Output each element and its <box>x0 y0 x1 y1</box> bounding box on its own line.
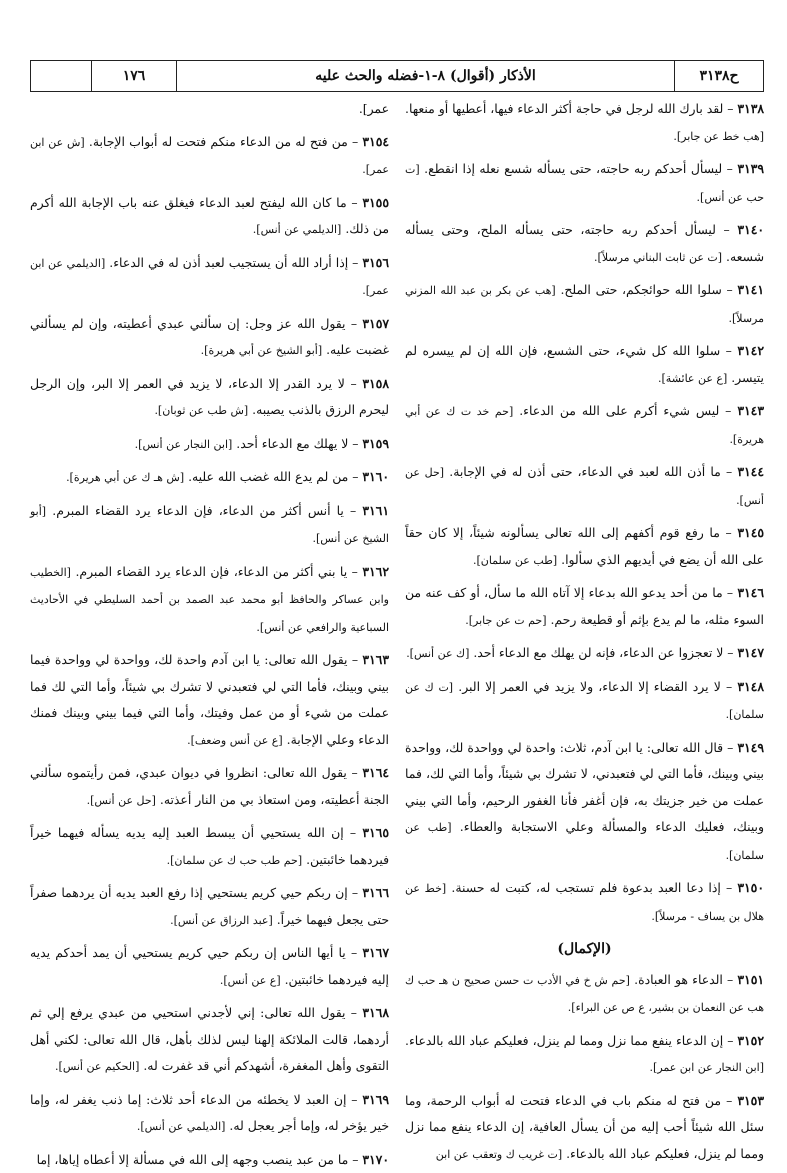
hadith-entry: ٣١٥٩ – لا يهلك مع الدعاء أحد. [ابن النجار عن أنس]. <box>30 431 389 459</box>
hadith-text: يقول الله تعالى: يا ابن آدم واحدة لك، وواحدة لي وواحدة فيما بيني وبينك، فأما التي لي فتعبدني لا تشرك بي شيئاً، وأما التي لك فما عملت من شيء أو من عمل وفيتك، وأما التي فيما بيني وبينك فمنك الدعاء وعلي الإجابة. <box>30 652 389 747</box>
hadith-source: [ك عن أنس]. <box>406 647 469 660</box>
hadith-entry: ٣١٦١ – يا أنس أكثر من الدعاء، فإن الدعاء يرد القضاء المبرم. [أبو الشيخ عن أنس]. <box>30 498 389 553</box>
hadith-number: ٣١٤٤ <box>737 464 764 479</box>
hadith-text: سلوا الله كل شيء، حتى الشسع، فإن الله إن لم ييسره لم يتيسر. <box>405 343 764 385</box>
hadith-entry: ٣١٥٣ – من فتح له منكم باب في الدعاء فتحت له أبواب الرحمة، وما سئل الله شيئاً أحب إليه من أن يسأل العافية، إن الدعاء ينفع مما نزل ومما لم ينزل، فعليكم عباد الله بالدعاء. [ت غريب ك وتعقب عن ابن <box>405 1088 764 1169</box>
hadith-source: [الخطيب وابن عساكر والحافظ أبو محمد عبد الصمد بن أحمد السليطي في الأحاديث السباعية والرافعي عن أنس]. <box>30 566 389 634</box>
hadith-number: ٣١٤٠ <box>737 222 764 237</box>
hadith-entry: ٣١٥١ – الدعاء هو العبادة. [حم ش خ في الأدب ت حسن صحيح ن هـ حب ك هب عن النعمان بن بشير، ع ص عن البراء]. <box>405 967 764 1022</box>
hadith-source: [ابن النجار عن أنس]. <box>135 438 233 451</box>
hadith-source: [الديلمي عن أنس]. <box>253 223 342 236</box>
hadith-entry: ٣١٥٨ – لا يرد القدر إلا الدعاء، لا يزيد في العمر إلا البر، وإن الرجل ليحرم الرزق بالذنب يصيبه. [ش طب عن ثوبان]. <box>30 371 389 425</box>
hadith-entry: ٣١٦٤ – يقول الله تعالى: انظروا في ديوان عبدي، فمن رأيتموه سألني الجنة أعطيته، ومن استعاذ بي من النار أعذته. [حل عن أنس]. <box>30 760 389 814</box>
hadith-entry: ٣١٥٥ – ما كان الله ليفتح لعبد الدعاء فيغلق عنه باب الإجابة الله أكرم من ذلك. [الديلمي عن أنس]. <box>30 190 389 244</box>
hadith-source: [هب عن بكر بن عبد الله المزني مرسلاً]. <box>405 284 764 325</box>
hadith-entry: ٣١٥٧ – يقول الله عز وجل: إن سألني عبدي أعطيته، وإن لم يسألني غضبت عليه. [أبو الشيخ عن أبي هريرة]. <box>30 311 389 365</box>
hadith-entry: ٣١٤٥ – ما رفع قوم أكفهم إلى الله تعالى يسألونه شيئاً، إلا كان حقاً على الله أن يضع في أيديهم الذي سألوا. [طب عن سلمان]. <box>405 520 764 574</box>
hadith-source: [هب خط عن جابر]. <box>673 130 764 143</box>
hadith-entry: ٣١٣٩ – ليسأل أحدكم ربه حاجته، حتى يسأله شسع نعله إذا انقطع. [ت حب عن أنس]. <box>405 156 764 211</box>
hadith-source: [الديلمي عن أنس]. <box>137 1120 226 1133</box>
hadith-source: [عبد الرزاق عن أنس]. <box>170 914 273 927</box>
hadith-source: [خط عن هلال بن يساف - مرسلاً]. <box>405 882 764 923</box>
hadith-source: [أبو الشيخ عن أنس]. <box>30 505 389 546</box>
hadith-source: [طب عن سلمان]. <box>473 554 557 567</box>
empty-header-cell <box>31 61 92 91</box>
hadith-text: يا أيها الناس إن ربكم حيي كريم يستحيي أن يمد أحدكم يديه إليه فيردهما خائبتين. <box>30 945 389 987</box>
hadith-source: [ش عن ابن عمر]. <box>30 136 389 177</box>
hadith-text: إن العبد لا يخطئه من الدعاء أحد ثلاث: إما ذنب يغفر له، وإما خير يؤخر له، وإما أجر يعجل له. <box>30 1092 389 1134</box>
hadith-number: ٣١٦٢ <box>362 564 389 579</box>
hadith-text: يا أنس أكثر من الدعاء، فإن الدعاء يرد القضاء المبرم. <box>52 503 344 518</box>
hadith-text: لا يرد القضاء إلا الدعاء، ولا يزيد في العمر إلا البر. <box>458 679 721 694</box>
hadith-entry: ٣١٤٣ – ليس شيء أكرم على الله من الدعاء. [حم خد ت ك عن أبي هريرة]. <box>405 398 764 453</box>
hadith-text: يقول الله تعالى: إني لأجدني استحيي من عبدي يرفع إلي ثم أردهما، قالت الملائكة إلهنا ليس لذلك بأهل، قال الله تعالى: لكني أهل التقوى وأهل المغفرة، أشهدكم أني قد غفرت له. <box>30 1005 389 1073</box>
hadith-number: ٣١٦١ <box>362 503 389 518</box>
hadith-source: [ع عن أنس وضعف]. <box>187 734 283 747</box>
hadith-entry: ٣١٧٠ – ما من عبد ينصب وجهه إلى الله في مسألة إلا أعطاه إياها، إما <box>30 1147 389 1173</box>
hadith-number: ٣١٥٤ <box>362 134 389 149</box>
hadith-entry: ٣١٥٠ – إذا دعا العبد بدعوة فلم تستجب له، كتبت له حسنة. [خط عن هلال بن يساف - مرسلاً]. <box>405 875 764 930</box>
section-title: (الإكمال) <box>405 936 764 963</box>
hadith-source: [ع عن أنس]. <box>220 974 281 987</box>
hadith-number: ٣١٦٦ <box>362 885 389 900</box>
hadith-entry: ٣١٦٣ – يقول الله تعالى: يا ابن آدم واحدة لك، وواحدة لي وواحدة فيما بيني وبينك، فأما التي لي فتعبدني لا تشرك بي شيئاً، وأما التي لك فما عملت من شيء أو من عمل وفيتك، وأما التي فيما بيني وبينك فمنك الدعاء وعلي الإجابة. [ع عن أنس وضعف]. <box>30 647 389 754</box>
hadith-source: [طب عن سلمان]. <box>405 821 764 862</box>
hadith-entry: ٣١٤٧ – لا تعجزوا عن الدعاء، فإنه لن يهلك مع الدعاء أحد. [ك عن أنس]. <box>405 640 764 668</box>
hadith-text: ما من عبد ينصب وجهه إلى الله في مسألة إلا أعطاه إياها، إما <box>37 1152 349 1167</box>
hadith-number: ٣١٥٨ <box>362 376 389 391</box>
hadith-range-code: ح٣١٣٨ <box>674 61 763 91</box>
hadith-text: ما رفع قوم أكفهم إلى الله تعالى يسألونه شيئاً، إلا كان حقاً على الله أن يضع في أيديهم الذي سألوا. <box>405 525 764 567</box>
hadith-number: ٣١٤٢ <box>737 343 764 358</box>
hadith-text: لا يهلك مع الدعاء أحد. <box>236 436 348 451</box>
hadith-number: ٣١٥٥ <box>362 195 389 210</box>
hadith-source: [الديلمي عن ابن عمر]. <box>30 257 389 298</box>
hadith-number: ٣١٥٧ <box>362 316 389 331</box>
hadith-entry: ٣١٤٠ – ليسأل أحدكم ربه حاجته، حتى يسأله الملح، وحتى يسأله شسعه. [ت عن ثابت البناني مرسلاً]. <box>405 217 764 271</box>
hadith-number: ٣١٤١ <box>737 282 764 297</box>
hadith-text: يقول الله عز وجل: إن سألني عبدي أعطيته، وإن لم يسألني غضبت عليه. <box>30 316 389 358</box>
hadith-text: إن الله يستحيي أن يبسط العبد إليه يديه يسأله فيهما خيراً فيردهما خائبتين. <box>30 825 389 867</box>
hadith-source: [أبو الشيخ عن أبي هريرة]. <box>201 344 323 357</box>
hadith-text: إذا دعا العبد بدعوة فلم تستجب له، كتبت له حسنة. <box>451 880 720 895</box>
hadith-number: ٣١٦٤ <box>362 765 389 780</box>
hadith-source: [حم ت عن جابر]. <box>465 614 546 627</box>
hadith-source: [ع عن عائشة]. <box>658 372 727 385</box>
hadith-entry: ٣١٤٩ – قال الله تعالى: يا ابن آدم، ثلاث: واحدة لي وواحدة لك، وواحدة بيني وبينك، فأما التي لي فتعبدني، لا تشرك بي شيئاً، وأما التي لك، فما عملت من خير جزيتك به، فإن أغفر فأنا الغفور الرحيم، وأما التي بيني وبينك، فعليك الدعاء والمسألة وعلي الاستجابة والعطاء. [طب عن سلمان]. <box>405 735 764 870</box>
hadith-text: ما أذن الله لعبد في الدعاء، حتى أذن له في الإجابة. <box>449 464 721 479</box>
hadith-text: إذا أراد الله أن يستجيب لعبد أذن له في الدعاء. <box>109 255 348 270</box>
hadith-entry: ٣١٤٦ – ما من أحد يدعو الله بدعاء إلا آتاه الله ما سأل، أو كف عنه من السوء مثله، ما لم يدع بإثم أو قطيعة رحم. [حم ت عن جابر]. <box>405 580 764 634</box>
hadith-number: ٣١٤٧ <box>737 645 764 660</box>
hadith-text: سلوا الله حوائجكم، حتى الملح. <box>560 282 721 297</box>
hadith-number: ٣١٥٠ <box>737 880 764 895</box>
hadith-text: من فتح له من الدعاء منكم فتحت له أبواب الإجابة. <box>89 134 348 149</box>
hadith-source: [ش طب عن ثوبان]. <box>154 404 248 417</box>
hadith-source: [حم ش خ في الأدب ت حسن صحيح ن هـ حب ك هب عن النعمان بن بشير، ع ص عن البراء]. <box>405 974 764 1015</box>
hadith-entry: ٣١٤١ – سلوا الله حوائجكم، حتى الملح. [هب عن بكر بن عبد الله المزني مرسلاً]. <box>405 277 764 332</box>
hadith-entry: ٣١٦٥ – إن الله يستحيي أن يبسط العبد إليه يديه يسأله فيهما خيراً فيردهما خائبتين. [حم طب حب ك عن سلمان]. <box>30 820 389 874</box>
hadith-source: [حم طب حب ك عن سلمان]. <box>167 854 303 867</box>
hadith-number: ٣١٣٨ <box>737 101 764 116</box>
right-column <box>405 96 764 1096</box>
hadith-number: ٣١٣٩ <box>737 161 764 176</box>
hadith-number: ٣١٥٣ <box>737 1093 764 1108</box>
hadith-entry: ٣١٦٢ – يا بني أكثر من الدعاء، فإن الدعاء يرد القضاء المبرم. [الخطيب وابن عساكر والحافظ أبو محمد عبد الصمد بن أحمد السليطي في الأحاديث السباعية والرافعي عن أنس]. <box>30 559 389 642</box>
hadith-number: ٣١٧٠ <box>362 1152 389 1167</box>
hadith-source: [ت غريب ك وتعقب عن ابن <box>436 1148 562 1161</box>
hadith-text: لا تعجزوا عن الدعاء، فإنه لن يهلك مع الدعاء أحد. <box>473 645 723 660</box>
hadith-entry: ٣١٥٤ – من فتح له من الدعاء منكم فتحت له أبواب الإجابة. [ش عن ابن عمر]. <box>30 129 389 184</box>
hadith-number: ٣١٤٦ <box>737 585 764 600</box>
hadith-text: لا يرد القدر إلا الدعاء، لا يزيد في العمر إلا البر، وإن الرجل ليحرم الرزق بالذنب يصيبه. <box>30 376 389 418</box>
hadith-source: [حل عن أنس]. <box>405 466 764 507</box>
hadith-text: يقول الله تعالى: انظروا في ديوان عبدي، فمن رأيتموه سألني الجنة أعطيته، ومن استعاذ بي من النار أعذته. <box>30 765 389 807</box>
page-number: ١٧٦ <box>92 61 177 91</box>
hadith-source: [ت حب عن أنس]. <box>405 163 764 204</box>
continued-source: عمر]. <box>30 96 389 123</box>
hadith-number: ٣١٥٩ <box>362 436 389 451</box>
hadith-number: ٣١٦٩ <box>362 1092 389 1107</box>
hadith-entry: ٣١٦٩ – إن العبد لا يخطئه من الدعاء أحد ثلاث: إما ذنب يغفر له، وإما خير يؤخر له، وإما أجر يعجل له. [الديلمي عن أنس]. <box>30 1087 389 1141</box>
hadith-source: [ابن النجار عن ابن عمر]. <box>650 1061 764 1074</box>
hadith-source: [الحكيم عن أنس]. <box>55 1060 139 1073</box>
hadith-number: ٣١٥٦ <box>362 255 389 270</box>
hadith-text: ما كان الله ليفتح لعبد الدعاء فيغلق عنه باب الإجابة الله أكرم من ذلك. <box>30 195 389 237</box>
hadith-number: ٣١٤٣ <box>737 403 764 418</box>
hadith-text: ليسأل أحدكم ربه حاجته، حتى يسأله الملح، وحتى يسأله شسعه. <box>405 222 764 264</box>
hadith-text: ليس شيء أكرم على الله من الدعاء. <box>519 403 719 418</box>
hadith-entry: ٣١٤٨ – لا يرد القضاء إلا الدعاء، ولا يزيد في العمر إلا البر. [ت ك عن سلمان]. <box>405 674 764 729</box>
hadith-number: ٣١٦٠ <box>362 469 389 484</box>
hadith-number: ٣١٤٩ <box>737 740 764 755</box>
hadith-text: ما من أحد يدعو الله بدعاء إلا آتاه الله ما سأل، أو كف عنه من السوء مثله، ما لم يدع بإثم أو قطيعة رحم. <box>405 585 764 627</box>
hadith-entry: ٣١٥٢ – إن الدعاء ينفع مما نزل ومما لم ينزل، فعليكم عباد الله بالدعاء. [ابن النجار عن ابن عمر]. <box>405 1028 764 1082</box>
hadith-text: من لم يدع الله غضب الله عليه. <box>188 469 348 484</box>
hadith-number: ٣١٥٢ <box>737 1033 764 1048</box>
hadith-number: ٣١٤٥ <box>737 525 764 540</box>
hadith-entry: ٣١٦٨ – يقول الله تعالى: إني لأجدني استحيي من عبدي يرفع إلي ثم أردهما، قالت الملائكة إلهنا ليس لذلك بأهل، قال الله تعالى: لكني أهل التقوى وأهل المغفرة، أشهدكم أني قد غفرت له. [الحكيم عن أنس]. <box>30 1000 389 1081</box>
hadith-number: ٣١٥١ <box>737 972 764 987</box>
hadith-number: ٣١٦٨ <box>362 1005 389 1020</box>
text-columns <box>30 96 764 1096</box>
hadith-number: ٣١٤٨ <box>737 679 764 694</box>
hadith-text: الدعاء هو العبادة. <box>634 972 723 987</box>
hadith-source: [ش هـ ك عن أبي هريرة]. <box>66 471 184 484</box>
left-column <box>30 96 389 1096</box>
hadith-source: [ت عن ثابت البناني مرسلاً]. <box>594 251 722 264</box>
hadith-text: ليسأل أحدكم ربه حاجته، حتى يسأله شسع نعله إذا انقطع. <box>424 161 722 176</box>
hadith-text: قال الله تعالى: يا ابن آدم، ثلاث: واحدة لي وواحدة لك، وواحدة بيني وبينك، فأما التي لي فتعبدني، لا تشرك بي شيئاً، وأما التي لك، فما عملت من خير جزيتك به، فإن أغفر فأنا الغفور الرحيم، وأما التي بيني وبينك، فعليك الدعاء والمسألة وعلي الاستجابة والعطاء. <box>405 740 764 835</box>
hadith-source: [ت ك عن سلمان]. <box>405 681 764 722</box>
hadith-entry: ٣١٦٠ – من لم يدع الله غضب الله عليه. [ش هـ ك عن أبي هريرة]. <box>30 464 389 492</box>
hadith-number: ٣١٦٣ <box>362 652 389 667</box>
hadith-entry: ٣١٦٧ – يا أيها الناس إن ربكم حيي كريم يستحيي أن يمد أحدكم يديه إليه فيردهما خائبتين. [ع عن أنس]. <box>30 940 389 994</box>
hadith-number: ٣١٦٧ <box>362 945 389 960</box>
hadith-source: [حل عن أنس]. <box>87 794 156 807</box>
hadith-text: إن ربكم حيي كريم يستحيي إذا رفع العبد يديه أن يردهما صفراً حتى يجعل فيهما خيراً. <box>30 885 389 927</box>
hadith-source: [حم خد ت ك عن أبي هريرة]. <box>405 405 764 446</box>
hadith-entry: ٣١٦٦ – إن ربكم حيي كريم يستحيي إذا رفع العبد يديه أن يردهما صفراً حتى يجعل فيهما خيراً. [عبد الرزاق عن أنس]. <box>30 880 389 934</box>
hadith-entry: ٣١٥٦ – إذا أراد الله أن يستجيب لعبد أذن له في الدعاء. [الديلمي عن ابن عمر]. <box>30 250 389 305</box>
hadith-text: يا بني أكثر من الدعاء، فإن الدعاء يرد القضاء المبرم. <box>75 564 347 579</box>
hadith-text: إن الدعاء ينفع مما نزل ومما لم ينزل، فعليكم عباد الله بالدعاء. <box>405 1033 723 1048</box>
hadith-text: لقد بارك الله لرجل في حاجة أكثر الدعاء فيها، أعطيها أو منعها. <box>405 101 723 116</box>
chapter-title: الأذكار (أقوال) ٨-١-فضله والحث عليه <box>177 61 674 91</box>
hadith-text: من فتح له منكم باب في الدعاء فتحت له أبواب الرحمة، وما سئل الله شيئاً أحب إليه من أن يسأل العافية، إن الدعاء ينفع مما نزل ومما لم ينزل، فعليكم عباد الله بالدعاء. <box>405 1093 764 1161</box>
hadith-number: ٣١٦٥ <box>362 825 389 840</box>
hadith-entry: ٣١٤٤ – ما أذن الله لعبد في الدعاء، حتى أذن له في الإجابة. [حل عن أنس]. <box>405 459 764 514</box>
hadith-entry: ٣١٤٢ – سلوا الله كل شيء، حتى الشسع، فإن الله إن لم ييسره لم يتيسر. [ع عن عائشة]. <box>405 338 764 392</box>
hadith-entry: ٣١٣٨ – لقد بارك الله لرجل في حاجة أكثر الدعاء فيها، أعطيها أو منعها. [هب خط عن جابر]. <box>405 96 764 150</box>
running-header <box>30 60 764 92</box>
